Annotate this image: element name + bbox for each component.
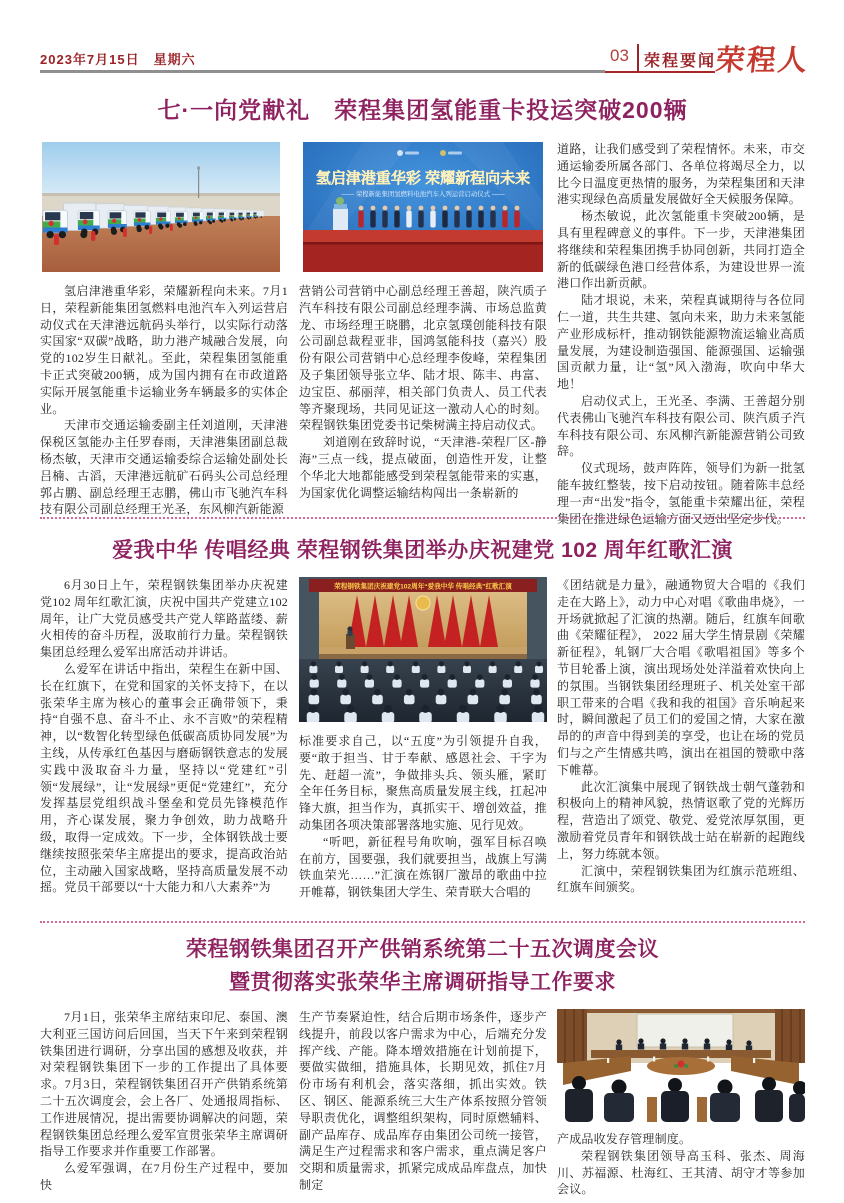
paragraph: 荣程钢铁集团领导高玉科、张杰、周海川、苏福源、杜海红、王其清、胡守才等参加会议。 — [557, 1148, 805, 1197]
article3-headline-line2: 暨贯彻落实张荣华主席调研指导工作要求 — [229, 971, 616, 994]
photo-red-song-gala — [299, 577, 547, 722]
article3-column-2 — [299, 1009, 547, 1194]
masthead-logo: 荣程人 — [714, 43, 811, 77]
article1-column-2 — [299, 283, 547, 516]
article3-headline-line1: 荣程钢铁集团召开产供销系统第二十五次调度会议 — [186, 938, 659, 961]
photo-hydrogen-truck-fleet — [42, 142, 280, 272]
paragraph: 标准要求自己，以“五度”为引领提升自我，要“敢于担当、甘于奉献、感恩社会、干字为先、赶超一流”，争做排头兵、领头雁，紧盯全年任务目标，聚焦高质量发展主线，扛起冲锋大旗，担当作为，真抓实干、增创效益，推动集团各项决策部署落地实施、见行见效。 — [299, 734, 547, 832]
article2-headline: 爱我中华 传唱经典 荣程钢铁集团举办庆祝建党 102 周年红歌汇演 — [112, 539, 733, 562]
article-separator — [40, 517, 805, 519]
paragraph: 么爱军强调，在7月份生产过程中，要加快 — [40, 1161, 288, 1192]
article3-column-3 — [557, 1131, 805, 1196]
gala-banner-text: 荣程钢铁集团庆祝建党102周年“爱我中华 传唱经典”红歌汇演 — [334, 583, 512, 591]
paragraph: 么爱军在讲话中指出，荣程生在新中国、长在红旗下，在党和国家的关怀支持下，在以张荣华主席为核心的董事会正确带领下，秉持“自强不息、奋斗不止、永不言败”的荣程精神，以“数智化转型绿色低碳高质协同发展”为主线，从传承红色基因与磨砺钢铁意志的发展实践中汲取奋斗力量，坚持以“党建红”引领“发展绿”，让“发展绿”更促“党建红”，充分发挥基层党组织战斗堡垒和党员先锋模范作用，齐心谋发展，聚力争创效，助力战略升级，取得一定成效。下一步，全体钢铁战士要继续按照张荣华主席提出的要求，提高政治站位，主动融入国家战略，坚持高质量发展不动摇。党员干部要以“十大能力和八大素养”为 — [40, 661, 288, 895]
paragraph: 6月30日上午，荣程钢铁集团举办庆祝建党102 周年红歌汇演，庆祝中国共产党建立102周年，让广大党员感受共产党人筚路蓝缕、薪火相传的奋斗历程，汲取前行力量。荣程钢铁集团总经理么爱军出席活动并讲话。 — [40, 578, 288, 660]
header-divider-bar — [637, 44, 639, 71]
header-rule-red — [605, 71, 715, 73]
article2-column-3 — [557, 577, 805, 920]
article1-column-1 — [40, 283, 288, 516]
party-emblem — [416, 596, 430, 610]
article-separator — [40, 921, 805, 923]
issue-date: 2023年7月15日 星期六 — [40, 52, 196, 67]
paragraph: 产成品收发存管理制度。 — [557, 1132, 692, 1146]
article1-column-3 — [557, 141, 805, 526]
article2-column-2 — [299, 733, 547, 920]
paragraph: “听吧，新征程号角吹响，强军目标召唤在前方，国要强，我们就要担当，战旗上写满铁血荣光……”汇演在炼钢厂激昂的歌曲中拉开帷幕，钢铁集团大学生、荣青联大合唱的 — [299, 834, 547, 900]
paragraph: 氢启津港重华彩，荣耀新程向未来。7月1日，荣程新能集团氢燃料电池汽车入列运营启动仪式在天津港远航码头举行，以实际行动落实国家“双碳”战略，助力港产城融合发展，向党的102岁生日献礼。至此，荣程集团氢能重卡正式突破200辆，成为国内拥有在市政道路实际开展氢能重卡运输业务车辆最多的实体企业。 — [40, 284, 288, 416]
paragraph: 《团结就是力量》，融通物贸大合唱的《我们走在大路上》，动力中心对唱《歌曲串烧》，一开场就掀起了汇演的热潮。随后，红旗车间歌曲《荣耀征程》， 2022 届大学生情景剧《荣耀新征程》，轧钢厂大合唱《歌唱祖国》等多个节目轮番上演，演出现场处处洋溢着欢快向上的氛围。当钢铁集团经理班子、机关处室干部职工带来的合唱《我和我的祖国》音乐响起来时，瞬间激起了员工们的爱国之情，大家在激昂的的声音中得到美的享受，也让在场的党员们与之产生情感共鸣，演出在祖国的赞歌中落下帷幕。 — [557, 578, 805, 777]
article2-column-1 — [40, 577, 288, 920]
paragraph: 道路，让我们感受到了荣程情怀。未来，市交通运输委所属各部门、各单位将竭尽全力，以比今日温度更热情的服务，为荣程集团和天津港实现绿色高质量发展做好全天候服务保障。 — [557, 142, 805, 207]
paragraph: 仪式现场，鼓声阵阵，领导们为新一批氢能车披红整装，按下启动按钮。随着陈丰总经理一声“出发”指令，氢能重卡荣耀出征，荣程集团在推进绿色运输方面又迈出坚定步伐。 — [557, 461, 805, 526]
paragraph: 生产节奏紧迫性，结合后期市场条件，逐步产线提升，前段以客户需求为中心，后端充分发挥产线、产能。降本增效措施在计划前提下，要做实做细，措施具体，长期见效，抓住7月份市场有利机会，落实落细，抓出实效。铁区、钢区、能源系统三大生产体系按照分管领导职责优化，调整组织架构，同时原燃辅料、副产品库存、成品库存由集团公司统一接管，满足生产过程需求和客户需求，重点满足客户交期和质量需求，抓紧完成成品库盘点，加快制定 — [299, 1010, 547, 1192]
paragraph: 营销公司营销中心副总经理王善超，陕汽质子汽车科技有限公司副总经理李满、市场总监黄龙、市场经理王晓鹏，北京氢璞创能科技有限公司副总裁程亚非，国鸿氢能科技（嘉兴）股份有限公司营销中心总经理李俊峰，荣程集团及子集团领导张立华、陆才垠、陈丰、冉富、边宝臣、郝丽萍，相关部门负责人、员工代表等齐聚现场，共同见证这一激动人心的时刻。荣程钢铁集团党委书记柴树满主持启动仪式。 — [299, 284, 547, 433]
paragraph: 天津市交通运输委副主任刘道刚，天津港保税区氢能办主任罗春雨，天津港集团副总裁杨杰敏，天津市交通运输委综合运输处副处长吕楠、古滔，天津港远航矿石码头公司总经理郭占鹏、副总经理王志鹏，佛山市飞驰汽车科技有限公司副总经理王光圣，东风柳汽新能源 — [40, 418, 288, 517]
photo-launch-ceremony-stage — [303, 142, 543, 272]
paragraph: 启动仪式上，王光圣、李满、王善超分别代表佛山飞驰汽车科技有限公司、陕汽质子汽车科技有限公司、东风柳汽新能源营销公司致辞。 — [557, 393, 805, 459]
page-number: 03 — [610, 46, 629, 65]
table-flowers — [677, 1060, 684, 1067]
photo-dispatch-meeting — [557, 1009, 805, 1122]
foreground-attendees — [565, 1076, 805, 1122]
article3-headline — [40, 933, 805, 999]
paragraph: 7月1日，张荣华主席结束印尼、泰国、澳大利亚三国访问后回国，当天下午来到荣程钢铁集团进行调研，分享出国的感想及收获，并对荣程钢铁集团下一步的工作提出了具体要求。7月3日，荣程钢铁集团召开产供销系统第二十五次调度会，会上各厂、处通报周指标、工作进展情况，提出需要协调解决的问题，荣程钢铁集团总经理么爱军宣贯张荣华主席调研指导工作要求并作重要工作部署。 — [40, 1010, 288, 1159]
article1-headline: 七·一向党献礼 荣程集团氢能重卡投运突破200辆 — [157, 97, 688, 123]
paragraph: 汇演中，荣程钢铁集团为红旗示范班组、红旗车间颁奖。 — [557, 863, 805, 895]
header-rule-gray — [40, 70, 605, 73]
paragraph: 刘道刚在致辞时说，“天津港-荣程厂区-静海”三点一线，提点破面，创造性开发，让整个华北大地都能感受到荣程氢能带来的实惠，为国家优化调整运输结构闯出一条崭新的 — [299, 435, 547, 500]
paragraph: 杨杰敏说，此次氢能重卡突破200辆，是具有里程碑意义的事件。下一步，天津港集团将继续和荣程集团携手协同创新，共同打造全新的低碳绿色港口经营体系，为建设世界一流港口作出新贡献。 — [557, 209, 805, 291]
paragraph: 陆才垠说，未来，荣程真诚期待与各位同仁一道，共生共建、氢向未来，助力未来氢能产业形成标杆，推动钢铁能源物流运输业高质量发展，为建设制造强国、能源强国、运输强国贡献力量，让“氢”风入渤海，吹向中华大地！ — [557, 293, 805, 392]
paragraph: 此次汇演集中展现了钢铁战士朝气蓬勃和积极向上的精神风貌，热情讴歌了党的光辉历程，营造出了颂党、敬党、爱党浓厚氛围，更激励着党员青年和钢铁战士站在崭新的起跑线上，努力练就本领。 — [557, 779, 805, 861]
section-title: 荣程要闻 — [644, 53, 717, 70]
backdrop-subtitle: —— 荣程新能集团氢燃料电池汽车入列运营启动仪式 —— — [341, 191, 505, 198]
backdrop-title: 氢启津港重华彩 荣耀新程向未来 — [315, 170, 531, 187]
article3-column-1 — [40, 1009, 288, 1194]
